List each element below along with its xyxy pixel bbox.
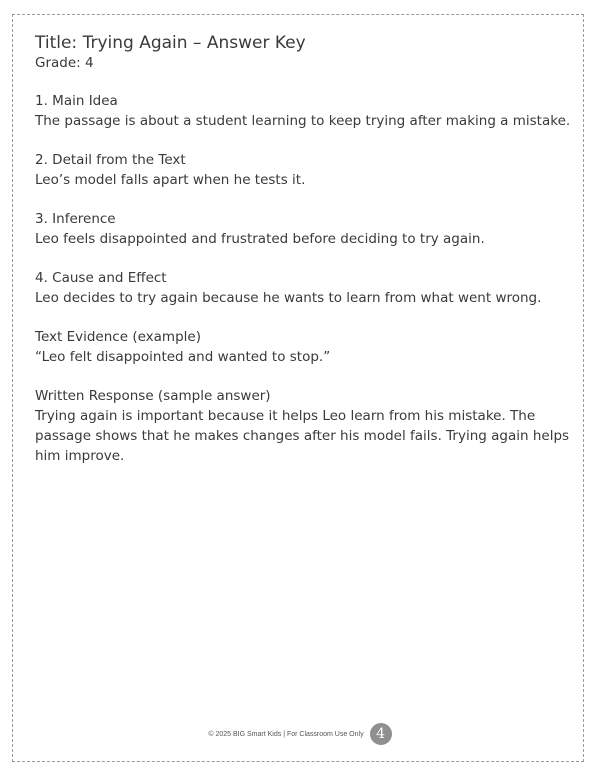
copyright-text: © 2025 BIG Smart Kids | For Classroom Use Only — [208, 730, 364, 738]
answer-key-content — [35, 32, 575, 485]
section-answer: “Leo felt disappointed and wanted to stop.” — [35, 349, 331, 365]
section-answer: Leo decides to try again because he wants to learn from what went wrong. — [35, 290, 542, 306]
grade-label: Grade: 4 — [35, 55, 94, 71]
section-answer: Leo feels disappointed and frustrated before deciding to try again. — [35, 231, 485, 247]
section-answer: Trying again is important because it helps Leo learn from his mistake. The passage shows that he makes changes after his model fails. Trying again helps him improve. — [35, 408, 570, 464]
section-heading: 1. Main Idea — [35, 93, 118, 109]
page-number-badge: 4 — [370, 723, 392, 745]
section-detail — [35, 150, 575, 190]
section-written-response — [35, 386, 575, 466]
section-heading: 3. Inference — [35, 211, 116, 227]
section-main-idea — [35, 91, 575, 131]
section-heading: 4. Cause and Effect — [35, 270, 167, 286]
page-footer — [0, 722, 600, 746]
section-answer: The passage is about a student learning to keep trying after making a mistake. — [35, 113, 571, 129]
section-inference — [35, 209, 575, 249]
section-text-evidence — [35, 327, 575, 367]
section-answer: Leo’s model falls apart when he tests it. — [35, 172, 306, 188]
page-title: Title: Trying Again – Answer Key — [35, 33, 306, 53]
section-heading: 2. Detail from the Text — [35, 152, 186, 168]
section-heading: Text Evidence (example) — [35, 329, 201, 345]
section-cause-effect — [35, 268, 575, 308]
section-heading: Written Response (sample answer) — [35, 388, 271, 404]
